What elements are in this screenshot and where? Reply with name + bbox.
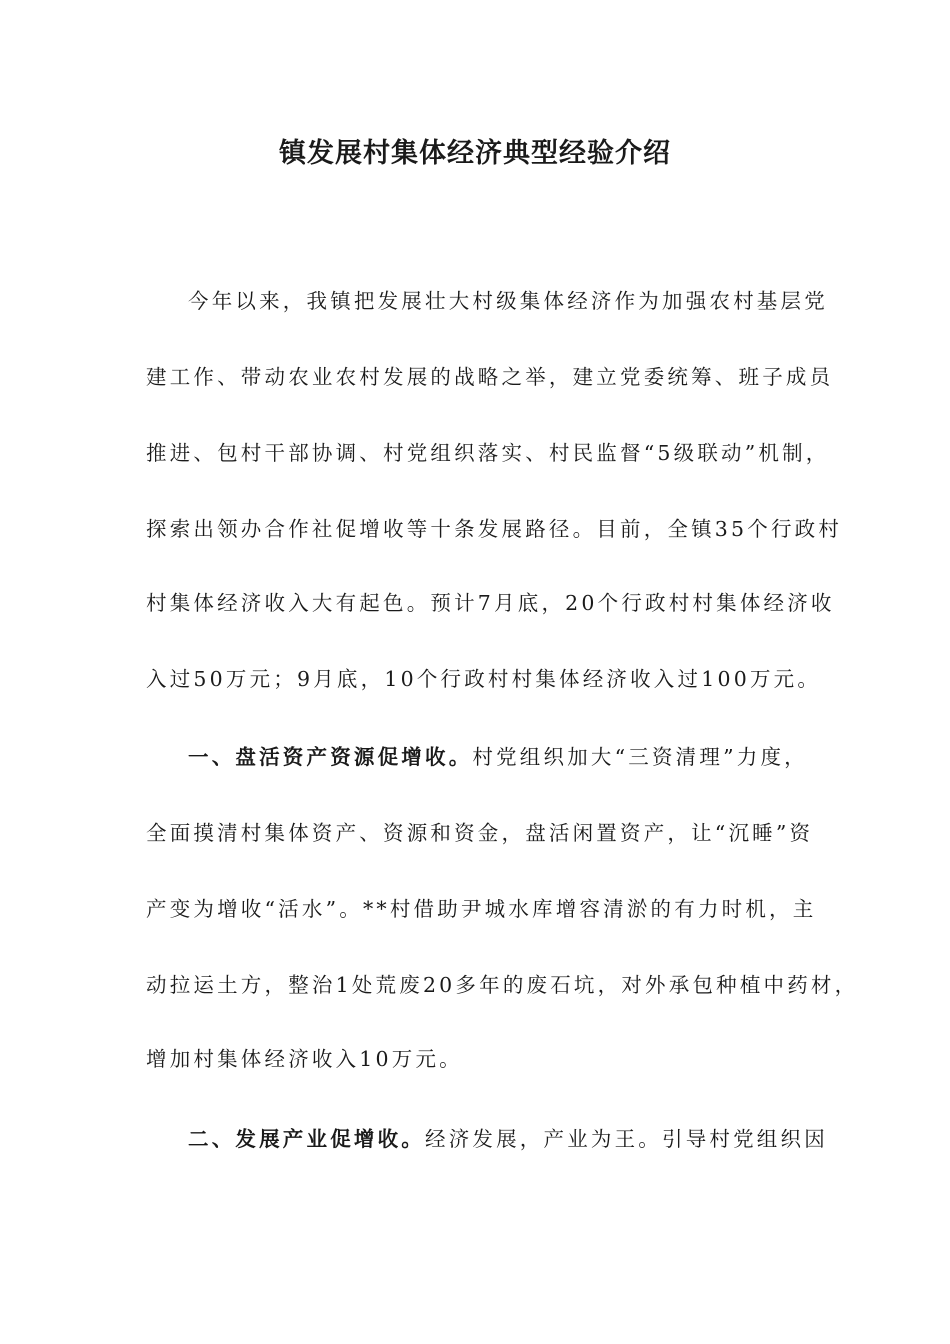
intro-line-6: 入过50万元；9月底，10个行政村村集体经济收入过100万元。 xyxy=(146,667,822,691)
intro-line-2: 建工作、带动农业农村发展的战略之举，建立党委统筹、班子成员 xyxy=(146,365,834,389)
section2-first-line-text: 经济发展，产业为王。引导村党组织因 xyxy=(425,1127,828,1151)
section1-line-2: 全面摸清村集体资产、资源和资金，盘活闲置资产，让“沉睡”资 xyxy=(146,821,814,845)
section1-heading: 一、盘活资产资源促增收。 xyxy=(188,745,473,769)
section1-line-3: 产变为增收“活水”。**村借助尹城水库增容清淤的有力时机，主 xyxy=(146,897,817,921)
section1-first-line-text: 村党组织加大“三资清理”力度， xyxy=(472,745,808,769)
section1-line-4: 动拉运土方，整治1处荒废20多年的废石坑，对外承包种植中药材， xyxy=(146,973,859,997)
document-title: 镇发展村集体经济典型经验介绍 xyxy=(279,138,671,169)
intro-line-3: 推进、包村干部协调、村党组织落实、村民监督“5级联动”机制， xyxy=(146,441,830,465)
section2-heading: 二、发展产业促增收。 xyxy=(188,1127,425,1151)
intro-line-1: 今年以来，我镇把发展壮大村级集体经济作为加强农村基层党 xyxy=(188,289,828,313)
section1-first-line xyxy=(188,740,868,774)
intro-line-4: 探索出领办合作社促增收等十条发展路径。目前，全镇35个行政村 xyxy=(146,517,843,541)
intro-line-5: 村集体经济收入大有起色。预计7月底，20个行政村村集体经济收 xyxy=(146,591,835,615)
section2-first-line xyxy=(188,1122,868,1156)
section1-line-5: 增加村集体经济收入10万元。 xyxy=(146,1047,463,1071)
